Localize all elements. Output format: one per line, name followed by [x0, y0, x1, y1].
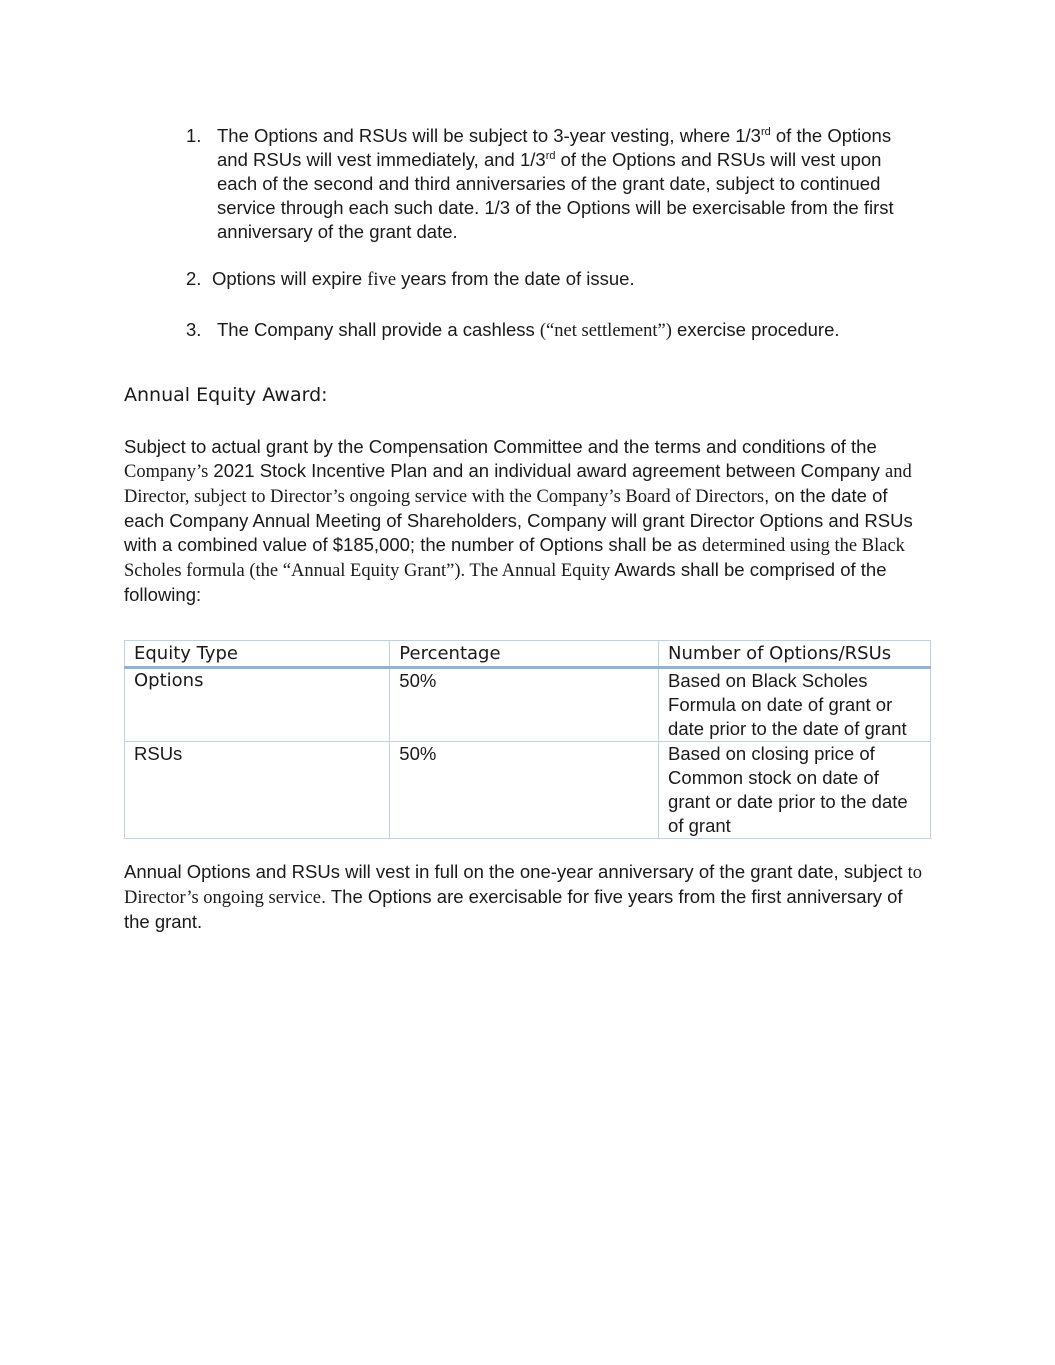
text-segment: to Director’s ongoing service	[124, 863, 922, 908]
equity-table	[124, 640, 931, 839]
table-cell: Options	[125, 668, 390, 742]
list-item-text	[217, 318, 926, 343]
text-segment: exercise procedure.	[671, 319, 840, 340]
table-cell: RSUs	[125, 742, 390, 839]
column-header: Number of Options/RSUs	[659, 641, 931, 668]
list-item	[186, 124, 926, 244]
list-item-number: 2.	[186, 268, 202, 289]
list-item-number: 1.	[186, 125, 202, 146]
text-segment: (“net settlement”)	[539, 321, 672, 341]
text-segment: The Company shall provide a cashless	[217, 319, 540, 340]
column-header: Percentage	[390, 641, 659, 668]
list-item-text	[212, 267, 926, 292]
table-cell: Based on closing price of Common stock on date of grant or date prior to the date of grant	[659, 742, 931, 839]
list-item-number: 3.	[186, 319, 202, 340]
award-paragraph	[124, 435, 924, 607]
table-header-row	[125, 641, 931, 668]
text-segment: Subject to actual grant by the Compensation Committee and the terms and conditions of the	[124, 436, 877, 457]
superscript: rd	[545, 150, 556, 162]
text-segment: Awards shall be comprised of the following:	[124, 559, 887, 605]
table-row	[125, 668, 931, 742]
text-segment: determined using the Black Scholes formula (the “Annual Equity Grant”). The Annual Equity	[124, 536, 905, 581]
text-segment: five	[367, 270, 397, 290]
text-segment: of the Options and RSUs will vest upon each of the second and third anniversaries of the grant date, subject to continued service through each such date. 1/3 of the Options will be exercisable from the first anniversary of the grant date.	[217, 149, 894, 242]
text-segment: years from the date of issue.	[396, 268, 635, 289]
text-segment: of the Options and RSUs will vest immediately, and 1/3	[217, 125, 892, 170]
column-header: Equity Type	[125, 641, 390, 668]
text-segment: and Director, subject to Director’s ongoing service with the Company’s Board of Directors	[124, 462, 912, 507]
section-heading: Annual Equity Award:	[124, 384, 328, 406]
text-segment: . The Options are exercisable for five years from the first anniversary of the grant.	[124, 886, 903, 932]
text-segment: Annual Options and RSUs will vest in full on the one-year anniversary of the grant date, subject	[124, 861, 908, 882]
table-cell: Based on Black Scholes Formula on date of grant or date prior to the date of grant	[659, 668, 931, 742]
text-segment: The Options and RSUs will be subject to 3-year vesting, where 1/3	[217, 125, 761, 146]
text-segment: Company’s	[124, 462, 209, 482]
vesting-paragraph	[124, 860, 924, 934]
list-item	[186, 318, 926, 343]
list-item	[186, 267, 926, 292]
list-item-text	[217, 124, 926, 244]
table-cell: 50%	[390, 742, 659, 839]
text-segment: , on the date of each Company Annual Meeting of Shareholders, Company will grant Director Options and RSUs with a combined value of $185,000; the number of Options shall be as	[124, 485, 913, 555]
text-segment: Options will expire	[212, 268, 368, 289]
table-cell: 50%	[390, 668, 659, 742]
table-row	[125, 742, 931, 839]
superscript: rd	[760, 126, 771, 138]
text-segment: 2021 Stock Incentive Plan and an individual award agreement between Company	[208, 460, 885, 481]
